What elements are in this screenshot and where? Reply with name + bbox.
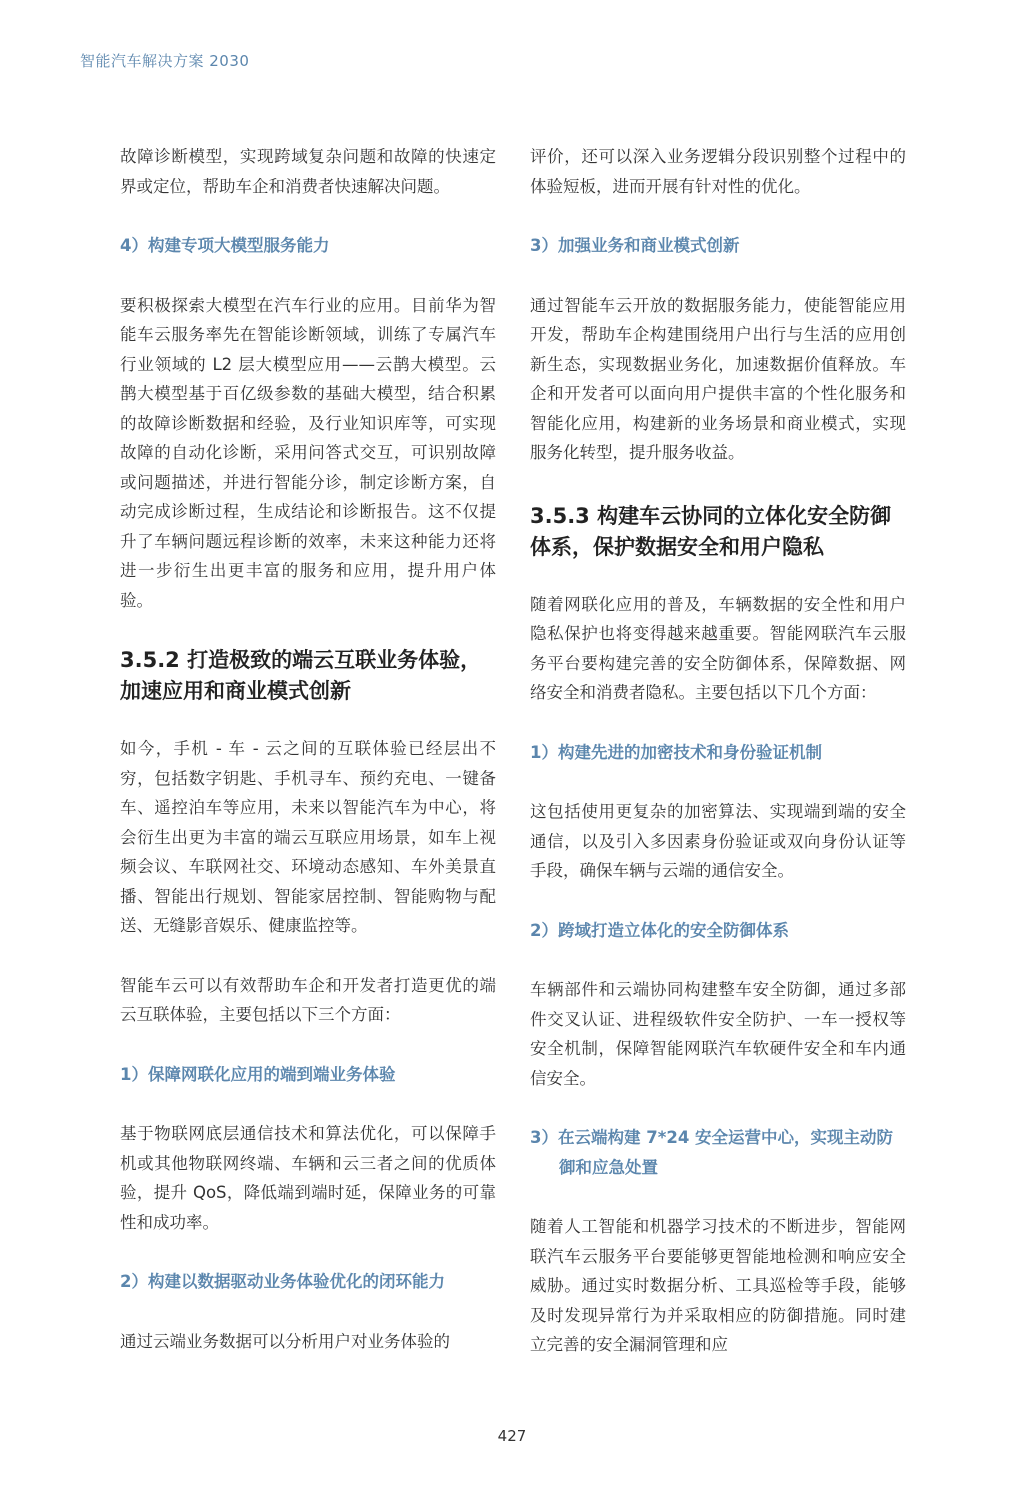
section-heading: 3.5.3 构建车云协同的立体化安全防御体系，保护数据安全和用户隐私	[530, 503, 892, 559]
left-column	[120, 142, 496, 1356]
paragraph: 基于物联网底层通信技术和算法优化，可以保障手机或其他物联网终端、车辆和云三者之间的优质体验，提升 QoS，降低端到端时延，保障业务的可靠性和成功率。	[120, 1124, 496, 1232]
subheading: 3）在云端构建 7*24 安全运营中心，实现主动防御和应急处置	[530, 1128, 894, 1177]
subheading: 1）保障网联化应用的端到端业务体验	[120, 1064, 396, 1084]
paragraph: 如今，手机 - 车 - 云之间的互联体验已经层出不穷，包括数字钥匙、手机寻车、预约充电、一键备车、遥控泊车等应用，未来以智能汽车为中心，将会衍生出更为丰富的端云互联应用场景，如车上视频会议、车联网社交、环境动态感知、车外美景直播、智能出行规划、智能家居控制、智能购物与配送、无缝影音娱乐、健康监控等。	[120, 739, 496, 935]
paragraph: 要积极探索大模型在汽车行业的应用。目前华为智能车云服务率先在智能诊断领域，训练了专属汽车行业领域的 L2 层大模型应用——云鹊大模型。云鹊大模型基于百亿级参数的基础大模型，结合积累的故障诊断数据和经验，及行业知识库等，可实现故障的自动化诊断，采用问答式交互，可识别故障或问题描述，并进行智能分诊，制定诊断方案，自动完成诊断过程，生成结论和诊断报告。这不仅提升了车辆问题远程诊断的效率，未来这种能力还将进一步衍生出更丰富的服务和应用，提升用户体验。	[120, 295, 496, 610]
subheading: 3）加强业务和商业模式创新	[530, 236, 740, 255]
paragraph: 故障诊断模型，实现跨域复杂问题和故障的快速定界或定位，帮助车企和消费者快速解决问题。	[120, 147, 496, 196]
paragraph: 随着人工智能和机器学习技术的不断进步，智能网联汽车云服务平台要能够更智能地检测和响应安全威胁。通过实时数据分析、工具巡检等手段，能够及时发现异常行为并采取相应的防御措施。同时建立完善的安全漏洞管理和应	[530, 1217, 906, 1354]
subheading: 1）构建先进的加密技术和身份验证机制	[530, 742, 822, 762]
paragraph: 这包括使用更复杂的加密算法、实现端到端的安全通信，以及引入多因素身份验证或双向身份认证等手段，确保车辆与云端的通信安全。	[530, 802, 906, 880]
paragraph: 通过智能车云开放的数据服务能力，使能智能应用开发，帮助车企构建围绕用户出行与生活的应用创新生态，实现数据业务化，加速数据价值释放。车企和开发者可以面向用户提供丰富的个性化服务和智能化应用，构建新的业务场景和商业模式，实现服务化转型，提升服务收益。	[530, 295, 906, 462]
subheading: 2）跨域打造立体化的安全防御体系	[530, 920, 789, 940]
paragraph: 随着网联化应用的普及，车辆数据的安全性和用户隐私保护也将变得越来越重要。智能网联汽车云服务平台要构建完善的安全防御体系，保障数据、网络安全和消费者隐私。主要包括以下几个方面：	[530, 594, 906, 702]
paragraph: 车辆部件和云端协同构建整车安全防御，通过多部件交叉认证、进程级软件安全防护、一车一授权等安全机制，保障智能网联汽车软硬件安全和车内通信安全。	[530, 980, 906, 1088]
paragraph: 通过云端业务数据可以分析用户对业务体验的	[120, 1331, 450, 1351]
page-number: 427	[497, 1427, 527, 1445]
paragraph: 评价，还可以深入业务逻辑分段识别整个过程中的体验短板，进而开展有针对性的优化。	[530, 147, 906, 196]
right-column	[530, 142, 906, 1360]
subheading: 4）构建专项大模型服务能力	[120, 236, 330, 255]
subheading: 2）构建以数据驱动业务体验优化的闭环能力	[120, 1272, 445, 1291]
section-heading: 3.5.2 打造极致的端云互联业务体验，加速应用和商业模式创新	[120, 648, 482, 703]
paragraph: 智能车云可以有效帮助车企和开发者打造更优的端云互联体验，主要包括以下三个方面：	[120, 975, 496, 1024]
running-header: 智能汽车解决方案 2030	[80, 52, 250, 70]
